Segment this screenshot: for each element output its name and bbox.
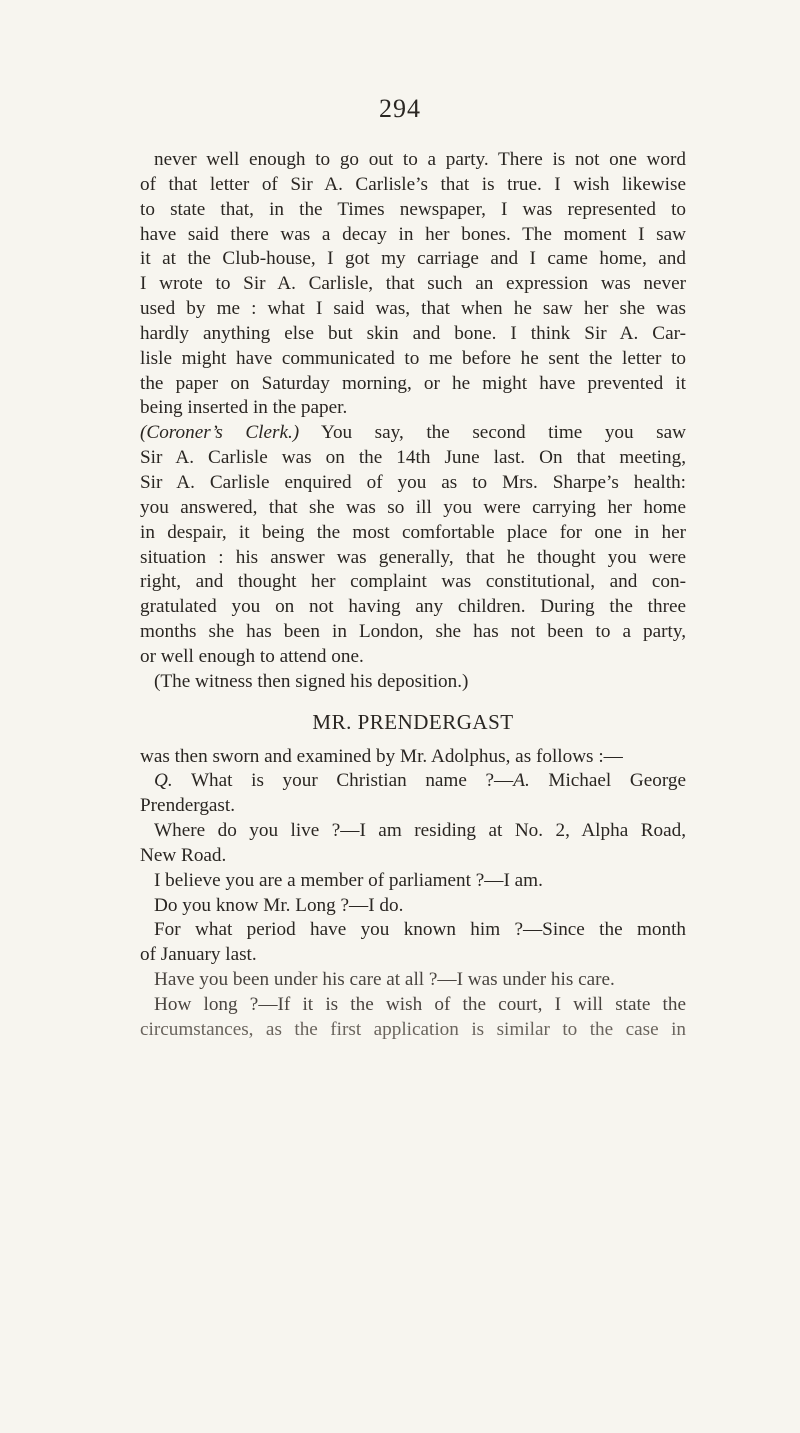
text-line bbox=[140, 421, 686, 446]
question-line: For what period have you known him ?—Since the month bbox=[154, 919, 686, 941]
text-line: situation : his answer was generally, that he thought you were bbox=[140, 546, 686, 568]
text-line: I wrote to Sir A. Carlisle, that such an expression was never bbox=[140, 273, 686, 295]
question-line: Have you been under his care at all ?—I was under his care. bbox=[154, 969, 615, 991]
question-line: Where do you live ?—I am residing at No. 2, Alpha Road, bbox=[154, 820, 686, 842]
text-line: Prendergast. bbox=[140, 795, 236, 817]
text-line: months she has been in London, she has not been to a party, bbox=[140, 621, 686, 643]
text-line: Sir A. Carlisle enquired of you as to Mrs. Sharpe’s health: bbox=[140, 471, 686, 493]
text-line: of January last. bbox=[140, 944, 257, 966]
text-line: of that letter of Sir A. Carlisle’s that is true. I wish likewise bbox=[140, 173, 686, 195]
text-line: to state that, in the Times newspaper, I was represented to bbox=[140, 198, 686, 220]
text-line: used by me : what I said was, that when he saw her she was bbox=[140, 298, 686, 320]
question-marker: Q. bbox=[154, 770, 173, 792]
text-line: Sir A. Carlisle was on the 14th June last. On that meeting, bbox=[140, 447, 686, 469]
text-fragment: You say, the second time you saw bbox=[299, 422, 686, 444]
text-line: lisle might have communicated to me before he sent the letter to bbox=[140, 347, 686, 369]
text-line: gratulated you on not having any children. During the three bbox=[140, 596, 686, 618]
text-line: you answered, that she was so ill you were carrying her home bbox=[140, 496, 686, 518]
text-line: or well enough to attend one. bbox=[140, 645, 364, 667]
paragraph-2 bbox=[140, 421, 686, 669]
text-line: circumstances, as the first application is similar to the case in bbox=[140, 1018, 686, 1040]
text-line: never well enough to go out to a party. There is not one word bbox=[154, 149, 686, 170]
text-line: have said there was a decay in her bones. The moment I saw bbox=[140, 223, 686, 245]
question-line: I believe you are a member of parliament ?—I am. bbox=[154, 869, 543, 891]
stage-direction: (The witness then signed his deposition.) bbox=[154, 670, 469, 692]
text-line: New Road. bbox=[140, 844, 227, 866]
text-fragment: What is your Christian name ?— bbox=[172, 770, 514, 792]
speaker-label: (Coroner’s Clerk.) bbox=[140, 422, 300, 444]
text-line: the paper on Saturday morning, or he might have prevented it bbox=[140, 372, 686, 394]
text-line: hardly anything else but skin and bone. I think Sir A. Car- bbox=[140, 322, 686, 344]
page-body bbox=[140, 148, 686, 1043]
text-line: it at the Club-house, I got my carriage and I came home, and bbox=[140, 248, 686, 270]
page-number: 294 bbox=[379, 94, 421, 123]
paragraph-1 bbox=[140, 148, 686, 421]
text-line: was then sworn and examined by Mr. Adolphus, as follows :— bbox=[140, 745, 623, 767]
answer-marker: A. bbox=[513, 770, 530, 792]
text-line: in despair, it being the most comfortable place for one in her bbox=[140, 521, 686, 543]
question-line: How long ?—If it is the wish of the court, I will state the bbox=[154, 994, 686, 1015]
section-heading: MR. PRENDERGAST bbox=[312, 709, 514, 734]
testimony-qa bbox=[140, 769, 686, 1042]
question-line bbox=[140, 769, 686, 794]
text-fragment: Michael George bbox=[529, 770, 686, 792]
question-line: Do you know Mr. Long ?—I do. bbox=[154, 894, 404, 916]
text-line: being inserted in the paper. bbox=[140, 397, 348, 419]
text-line: right, and thought her complaint was constitutional, and con- bbox=[140, 571, 686, 593]
